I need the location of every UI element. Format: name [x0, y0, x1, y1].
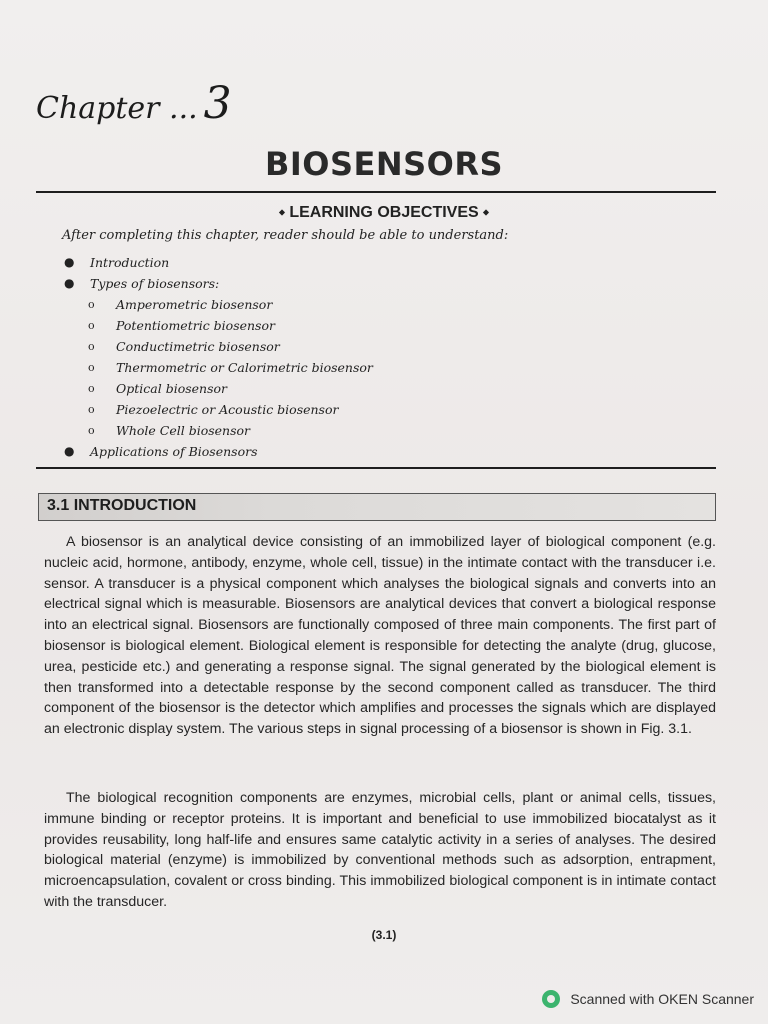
chapter-text: Chapter ... [36, 91, 198, 126]
scanner-logo-icon [542, 990, 560, 1008]
list-item: o Conductimetric biosensor [88, 339, 280, 354]
list-item: o Thermometric or Calorimetric biosensor [88, 360, 373, 375]
learning-objectives-heading: ⬩ LEARNING OBJECTIVES ⬩ [279, 204, 489, 221]
objectives-intro: After completing this chapter, reader should be able to understand: [62, 228, 509, 243]
list-item: o Whole Cell biosensor [88, 423, 251, 438]
page-number: (3.1) [371, 928, 397, 942]
intro-paragraph-1: A biosensor is an analytical device consisting of an immobilized layer of biological component (e.g. nucleic acid, hormone, antibody, enzyme, whole cell, tissue) in the intimate contact with the transducer i.e. sensor. A transducer is a physical component which analyses the biological signals and converts into an electrical signal which is measurable. Biosensors are analytical devices that convert a biological response into an electrical signal. Biosensors are functionally composed of three main components. The first part of biosensor is biological element. Biological element is responsible for detecting the analyte (drug, glucose, urea, pesticide etc.) and generating a response signal. The signal generated by the biological element is then transformed into a detectable response by the second component called as transducer. The third component of the biosensor is the detector which amplifies and processes the signals which are displayed an electronic display system. The various steps in signal processing of a biosensor is shown in Fig. 3.1. [44, 534, 716, 738]
list-item: ● Applications of Biosensors [64, 444, 258, 459]
list-item: ● Introduction [64, 255, 170, 270]
chapter-label [36, 78, 232, 129]
list-item: o Potentiometric biosensor [88, 318, 275, 333]
intro-paragraph-2: The biological recognition components are enzymes, microbial cells, plant or animal cells, tissues, immune binding or receptor proteins. It is important and beneficial to use immobilized biocatalyst as it provides reusability, long half-life and ensures same catalytic activity in a series of analyses. The desired biological material (enzyme) is immobilized by conventional methods such as adsorption, entrapment, microencapsulation, covalent or cross binding. This immobilized biological component is in intimate contact with the transducer. [44, 790, 716, 910]
objectives-list [62, 252, 373, 462]
chapter-number: 3 [203, 78, 232, 129]
chapter-title: BIOSENSORS [264, 145, 504, 183]
section-heading: 3.1 INTRODUCTION [47, 497, 197, 514]
scanner-watermark [542, 990, 754, 1008]
divider-top [36, 191, 716, 193]
list-item: ● Types of biosensors: [64, 276, 220, 291]
divider-bottom [36, 467, 716, 469]
list-item: o Optical biosensor [88, 381, 227, 396]
list-item: o Piezoelectric or Acoustic biosensor [88, 402, 339, 417]
list-item: o Amperometric biosensor [88, 297, 273, 312]
scanner-text: Scanned with OKEN Scanner [570, 991, 754, 1007]
section-heading-box [38, 493, 716, 521]
